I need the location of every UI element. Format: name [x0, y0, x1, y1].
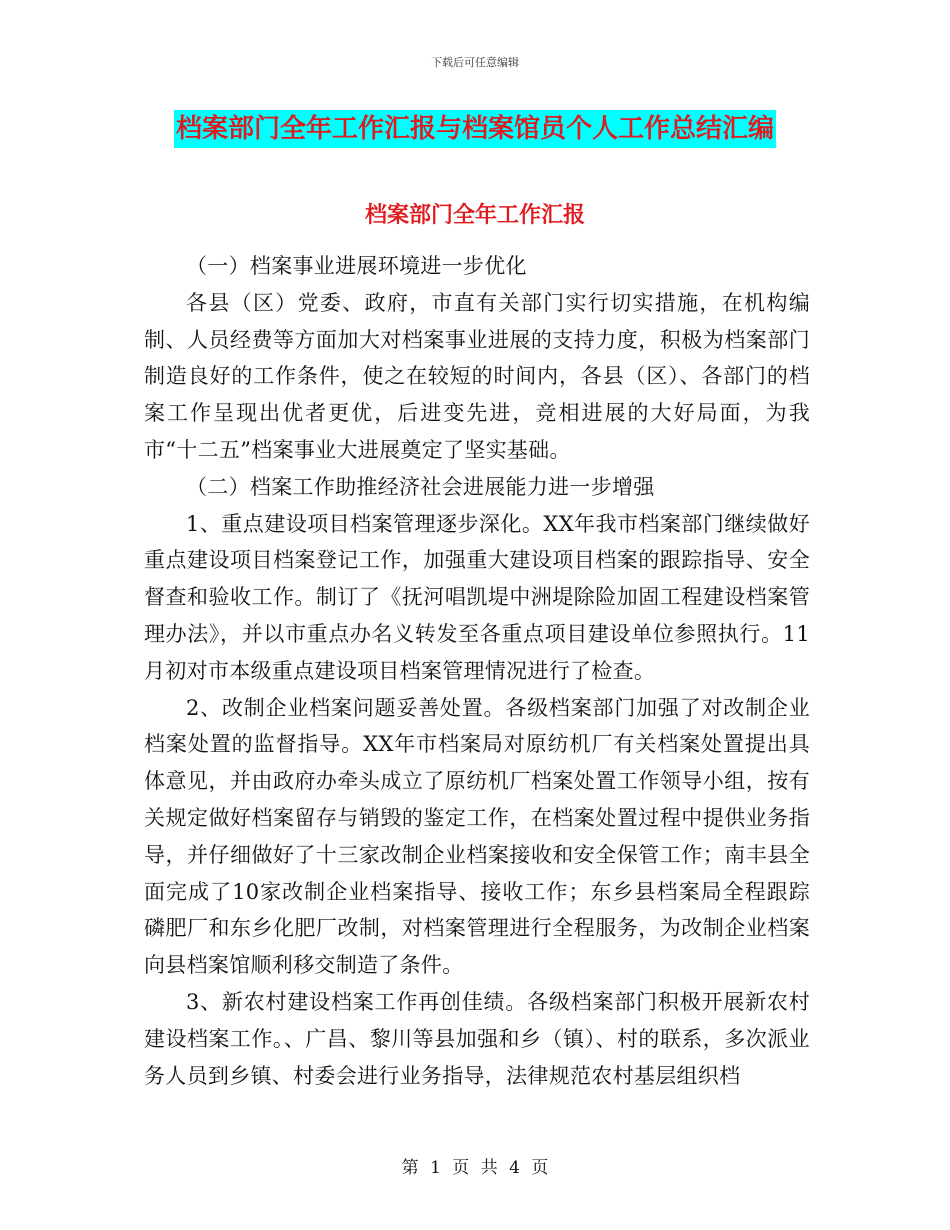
paragraph: 各县（区）党委、政府，市直有关部门实行切实措施，在机构编制、人员经费等方面加大对档案事业进展的支持力度，积极为档案部门制造良好的工作条件，使之在较短的时间内，各县（区）、各部门的档案工作呈现出优者更优，后进变先进，竞相进展的大好局面，为我市“十二五”档案事业大进展奠定了坚实基础。 [144, 290, 810, 462]
paragraph: 2、改制企业档案问题妥善处置。各级档案部门加强了对改制企业档案处置的监督指导。XX年市档案局对原纺机厂有关档案处置提出具体意见，并由政府办牵头成立了原纺机厂档案处置工作领导小组，按有关规定做好档案留存与销毁的鉴定工作，在档案处置过程中提供业务指导，并仔细做好了十三家改制企业档案接收和安全保管工作；南丰县全面完成了10家改制企业档案指导、接收工作；东乡县档案局全程跟踪磷肥厂和东乡化肥厂改制，对档案管理进行全程服务，为改制企业档案向县档案馆顺利移交制造了条件。 [144, 695, 810, 978]
main-title-container [0, 110, 950, 148]
header-note: 下载后可任意编辑 [431, 56, 519, 69]
main-title: 档案部门全年工作汇报与档案馆员个人工作总结汇编 [174, 110, 776, 148]
subheading-1: （一）档案事业进展环境进一步优化 [186, 254, 527, 278]
paragraph: 1、重点建设项目档案管理逐步深化。XX年我市档案部门继续做好重点建设项目档案登记工作，加强重大建设项目档案的跟踪指导、安全督查和验收工作。制订了《抚河唱凯堤中洲堤除险加固工程建设档案管理办法》，并以市重点办名义转发至各重点项目建设单位参照执行。11月初对市本级重点建设项目档案管理情况进行了检查。 [144, 511, 810, 683]
page-number: 第 1 页 共 4 页 [401, 1158, 549, 1178]
paragraph: 3、新农村建设档案工作再创佳绩。各级档案部门积极开展新农村建设档案工作。、广昌、黎川等县加强和乡（镇）、村的联系，多次派业务人员到乡镇、村委会进行业务指导，法律规范农村基层组织档 [144, 989, 810, 1088]
subheading-2: （二）档案工作助推经济社会进展能力进一步增强 [186, 474, 655, 499]
section-title: 档案部门全年工作汇报 [364, 203, 585, 228]
document-body [144, 248, 810, 1094]
